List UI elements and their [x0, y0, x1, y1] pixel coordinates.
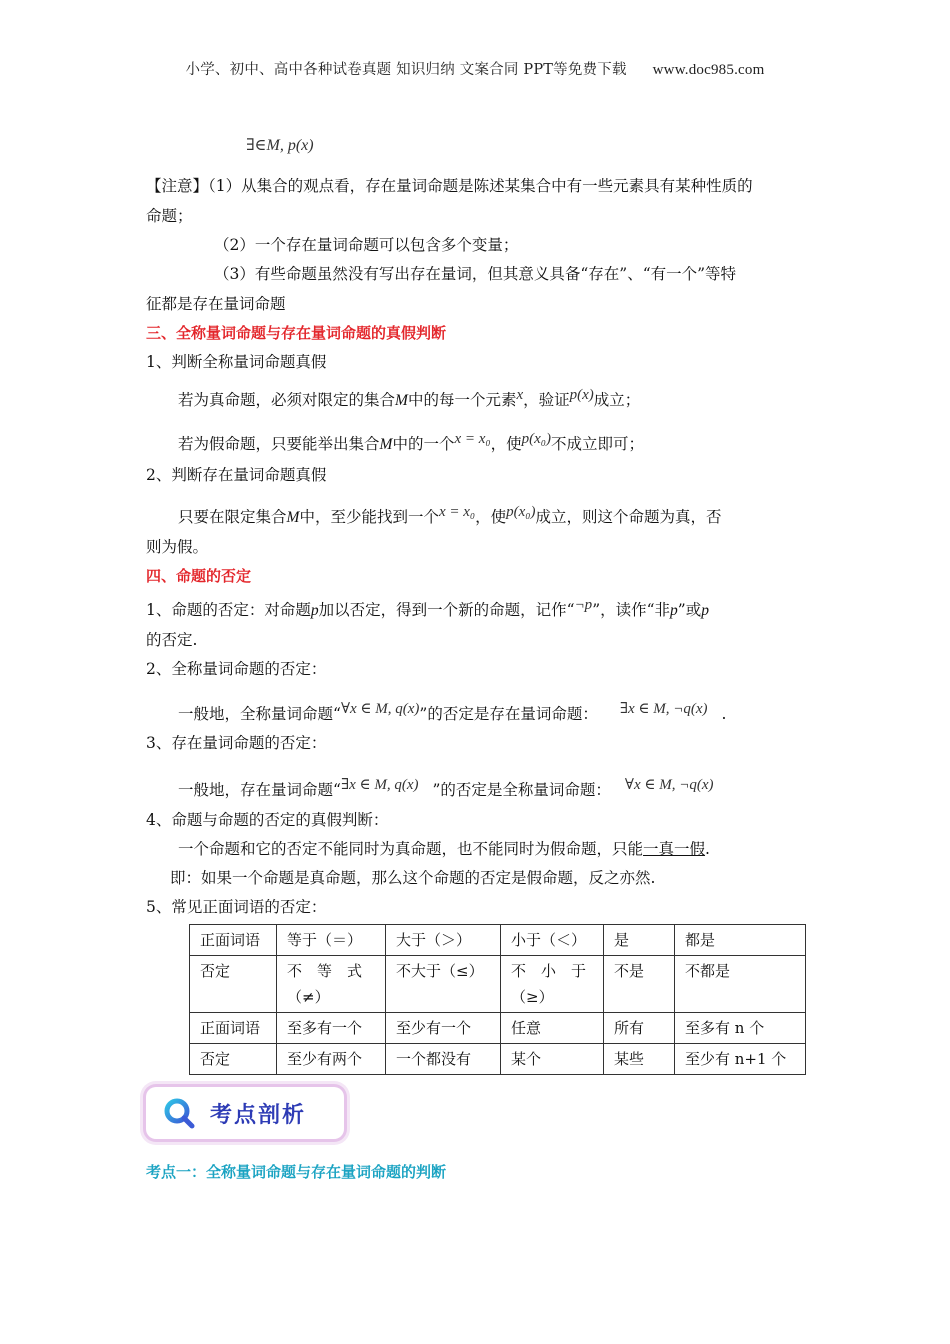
- table-cell: 等于（＝）: [277, 925, 386, 956]
- table-cell: 正面词语: [190, 1013, 277, 1044]
- table-cell: 某些: [604, 1044, 675, 1075]
- section-4-title: 四、命题的否定: [146, 567, 252, 585]
- note-line-3b: 征都是存在量词命题: [146, 295, 286, 313]
- section-4-line-3: 3、存在量词命题的否定：: [146, 734, 327, 752]
- table-cell: 至多有一个: [277, 1013, 386, 1044]
- table-cell: 不都是: [675, 956, 806, 1013]
- section-4-line-2: 2、全称量词命题的否定：: [146, 660, 327, 678]
- table-cell: 大于（＞）: [386, 925, 501, 956]
- table-cell: 不大于（≤）: [386, 956, 501, 1013]
- header-site[interactable]: www.doc985.com: [652, 62, 765, 78]
- table-cell: 小于（＜）: [501, 925, 604, 956]
- table-cell: 所有: [604, 1013, 675, 1044]
- table-cell: 至少有一个: [386, 1013, 501, 1044]
- table-row: [190, 925, 806, 956]
- section-3-para-3b: 则为假。: [146, 538, 209, 556]
- formula-exists: ∃∈M, p(x): [246, 137, 314, 154]
- section-4-line-1b: 的否定.: [146, 631, 198, 649]
- banner-title: 考点剖析: [210, 1102, 307, 1128]
- table-cell: 至少有两个: [277, 1044, 386, 1075]
- table-cell: 某个: [501, 1044, 604, 1075]
- table-cell: 至少有 n+1 个: [675, 1044, 806, 1075]
- note-line-2: （2）一个存在量词命题可以包含多个变量；: [214, 236, 519, 254]
- section-4-para-4: 一个命题和它的否定不能同时为真命题，也不能同时为假命题，只能一真一假.: [178, 840, 710, 858]
- table-cell: 否定: [190, 956, 277, 1013]
- table-cell: 否定: [190, 1044, 277, 1075]
- section-3-para-2: 若为假命题，只要能举出集合M中的一个x = x₀，使p(x₀)不成立即可；: [178, 431, 645, 453]
- section-3-title: 三、全称量词命题与存在量词命题的真假判断: [146, 324, 447, 342]
- table-cell: 是: [604, 925, 675, 956]
- table-cell: 不是: [604, 956, 675, 1013]
- section-3-para-3: 只要在限定集合M中，至少能找到一个x = x₀，使p(x₀)成立，则这个命题为真，否: [178, 504, 722, 526]
- section-4-line-1: 1、命题的否定：对命题p加以否定，得到一个新的命题，记作“¬p”，读作“非p”或p: [146, 597, 709, 619]
- table-cell: 不 小 于（≥）: [501, 956, 604, 1013]
- page-header: [0, 58, 950, 79]
- magnifier-icon: [162, 1096, 196, 1130]
- kaodian-banner: [146, 1087, 344, 1139]
- table-cell: 至多有 n 个: [675, 1013, 806, 1044]
- section-4-line-4: 4、命题与命题的否定的真假判断：: [146, 811, 389, 829]
- section-3-sub-2: 2、判断存在量词命题真假: [146, 466, 327, 484]
- table-row: [190, 1044, 806, 1075]
- note-line-1: [146, 176, 753, 196]
- section-4-para-3: 一般地，存在量词命题“∃x ∈ M, q(x) ”的否定是全称量词命题： ∀x ∈ M, ¬q(x): [178, 777, 714, 799]
- table-row: [190, 956, 806, 1013]
- kaodian-1-title: 考点一：全称量词命题与存在量词命题的判断: [146, 1163, 447, 1181]
- section-4-line-5: 5、常见正面词语的否定：: [146, 898, 327, 916]
- negation-table: [189, 924, 806, 1075]
- underlined-phrase: 一真一假: [643, 840, 706, 858]
- table-cell: 任意: [501, 1013, 604, 1044]
- section-3-sub-1: 1、判断全称量词命题真假: [146, 353, 327, 371]
- section-4-para-4b: 即：如果一个命题是真命题，那么这个命题的否定是假命题，反之亦然.: [170, 869, 656, 887]
- note-line-3: （3）有些命题虽然没有写出存在量词，但其意义具备“存在”、“有一个”等特: [214, 265, 737, 283]
- note-line-1b: 命题；: [146, 207, 193, 225]
- note-text-1: （1）从集合的观点看，存在量词命题是陈述某集合中有一些元素具有某种性质的: [208, 177, 753, 195]
- table-cell: 不 等 式（≠）: [277, 956, 386, 1013]
- section-4-para-2: 一般地，全称量词命题“∀x ∈ M, q(x)”的否定是存在量词命题： ∃x ∈ M, ¬q(x) .: [178, 701, 727, 723]
- table-cell: 都是: [675, 925, 806, 956]
- table-cell: 正面词语: [190, 925, 277, 956]
- table-row: [190, 1013, 806, 1044]
- section-3-para-1: 若为真命题，必须对限定的集合M中的每一个元素x，验证p(x)成立；: [178, 387, 641, 409]
- table-cell: 一个都没有: [386, 1044, 501, 1075]
- header-text: 小学、初中、高中各种试卷真题 知识归纳 文案合同 PPT等免费下载: [185, 62, 627, 78]
- note-label: 【注意】: [146, 177, 209, 195]
